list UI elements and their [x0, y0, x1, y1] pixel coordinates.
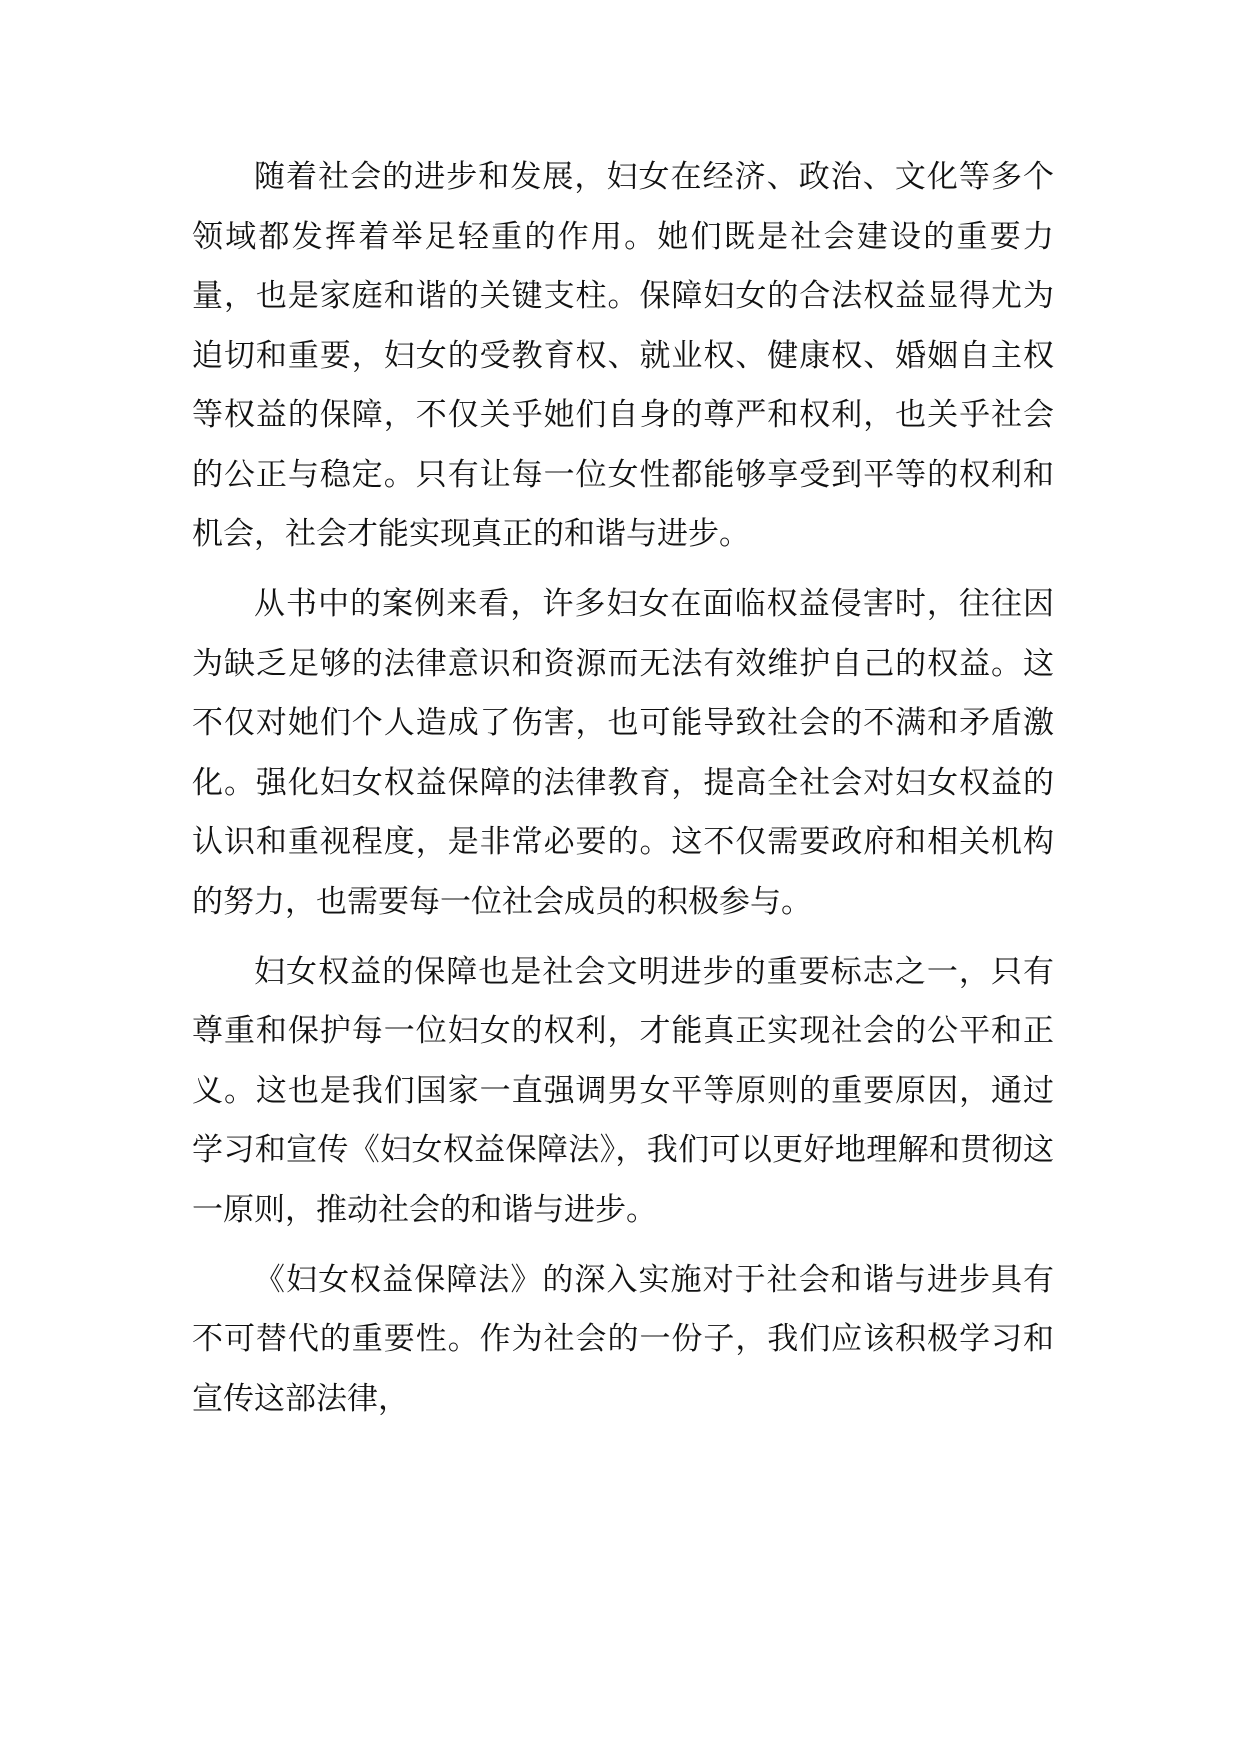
paragraph-4: 《妇女权益保障法》的深入实施对于社会和谐与进步具有不可替代的重要性。作为社会的一份子，我们应该积极学习和宣传这部法律， [192, 1261, 1054, 1417]
paragraph-1: 随着社会的进步和发展，妇女在经济、政治、文化等多个领域都发挥着举足轻重的作用。她们既是社会建设的重要力量，也是家庭和谐的关键支柱。保障妇女的合法权益显得尤为迫切和重要，妇女的受教育权、就业权、健康权、婚姻自主权等权益的保障，不仅关乎她们自身的尊严和权利，也关乎社会的公正与稳定。只有让每一位女性都能够享受到平等的权利和机会，社会才能实现真正的和谐与进步。 [192, 159, 1054, 552]
document-body [192, 148, 1054, 1440]
paragraph-3: 妇女权益的保障也是社会文明进步的重要标志之一，只有尊重和保护每一位妇女的权利，才能真正实现社会的公平和正义。这也是我们国家一直强调男女平等原则的重要原因，通过学习和宣传《妇女权益保障法》，我们可以更好地理解和贯彻这一原则，推动社会的和谐与进步。 [192, 953, 1054, 1228]
paragraph-2: 从书中的案例来看，许多妇女在面临权益侵害时，往往因为缺乏足够的法律意识和资源而无法有效维护自己的权益。这不仅对她们个人造成了伤害，也可能导致社会的不满和矛盾激化。强化妇女权益保障的法律教育，提高全社会对妇女权益的认识和重视程度，是非常必要的。这不仅需要政府和相关机构的努力，也需要每一位社会成员的积极参与。 [192, 586, 1054, 920]
